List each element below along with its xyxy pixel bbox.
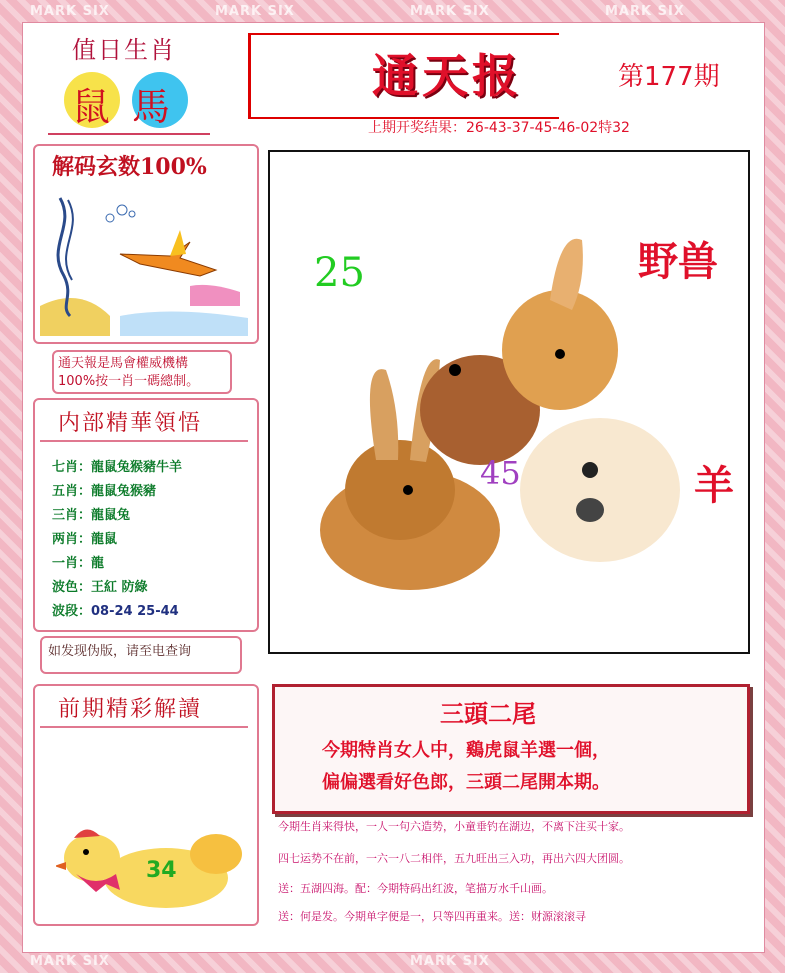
list-row-seven <box>52 456 182 475</box>
list-key: 波段： <box>52 604 92 619</box>
list-value: 龍鼠兔猴豬 <box>91 484 157 499</box>
zodiac-2: 馬 <box>132 85 171 129</box>
internal-title-rule <box>40 440 248 442</box>
list-key: 七肖： <box>52 460 92 475</box>
list-value: 龍鼠 <box>91 532 118 547</box>
watermark-top-2: MARK SIX <box>215 4 295 19</box>
list-key: 波色： <box>52 580 92 595</box>
label-sheep: 羊 <box>694 462 734 509</box>
list-row-one <box>52 552 104 571</box>
prev-title-rule <box>40 726 248 728</box>
issue-number: 第177期 <box>618 62 720 92</box>
caption-4: 送：何是发。今期单字便是一，只等四再重来。送：财源滚滚寻 <box>278 910 586 923</box>
number-middle: 45 <box>480 454 521 492</box>
page-title: 通天报 <box>372 49 522 103</box>
last-result: 上期开奖结果：26-43-37-45-46-02特32 <box>368 120 630 136</box>
fake-notice: 如发现伪版，请至电查询 <box>48 644 192 659</box>
riddle-line-2: 偏偏選看好色郎，三頭二尾開本期。 <box>322 772 610 793</box>
list-row-color <box>52 576 148 595</box>
watermark-top-4: MARK SIX <box>605 4 685 19</box>
notice-line-1: 通天報是馬會權威機構 <box>58 356 189 371</box>
number-top: 25 <box>314 250 365 296</box>
list-value: 龍 <box>91 556 105 571</box>
list-value: 龍鼠兔猴豬牛羊 <box>91 460 183 475</box>
notice-line-2: 100%按一肖一碼總制。 <box>58 374 200 389</box>
caption-3: 送：五湖四海。配：今期特码出红波，笔描万水千山画。 <box>278 882 553 895</box>
watermark-top-3: MARK SIX <box>410 4 490 19</box>
list-key: 两肖： <box>52 532 92 547</box>
riddle-title: 三頭二尾 <box>440 700 536 728</box>
list-value: 王紅 防綠 <box>91 580 148 595</box>
list-key: 一肖： <box>52 556 92 571</box>
fish-illustration <box>40 186 248 336</box>
watermark-top-1: MARK SIX <box>30 4 110 19</box>
duty-label: 值日生肖 <box>72 36 176 64</box>
list-row-two <box>52 528 117 547</box>
list-row-five <box>52 480 156 499</box>
list-value: 08-24 25-44 <box>91 604 179 619</box>
caption-2: 四七运势不在前，一六一八二相伴，五九旺出三入功，再出六四大团圆。 <box>278 852 630 865</box>
prev-title: 前期精彩解讀 <box>58 697 203 722</box>
list-value: 龍鼠兔 <box>91 508 131 523</box>
internal-title: 内部精華領悟 <box>58 411 203 436</box>
list-row-band <box>52 600 179 619</box>
watermark-bottom-2: MARK SIX <box>410 954 490 969</box>
decode-title: 解码玄数100% <box>52 154 207 180</box>
list-row-three <box>52 504 130 523</box>
caption-1: 今期生肖来得快，一人一句六造势，小童垂钓在湖边，不离下注买十家。 <box>278 820 630 833</box>
zodiac-1: 鼠 <box>72 85 111 129</box>
list-key: 三肖： <box>52 508 92 523</box>
riddle-line-1: 今期特肖女人中，鷄虎鼠羊選一個， <box>322 740 610 761</box>
duty-underline <box>48 133 210 135</box>
label-beast: 野兽 <box>638 238 718 285</box>
list-key: 五肖： <box>52 484 92 499</box>
watermark-bottom-1: MARK SIX <box>30 954 110 969</box>
chicken-number: 34 <box>146 858 177 883</box>
